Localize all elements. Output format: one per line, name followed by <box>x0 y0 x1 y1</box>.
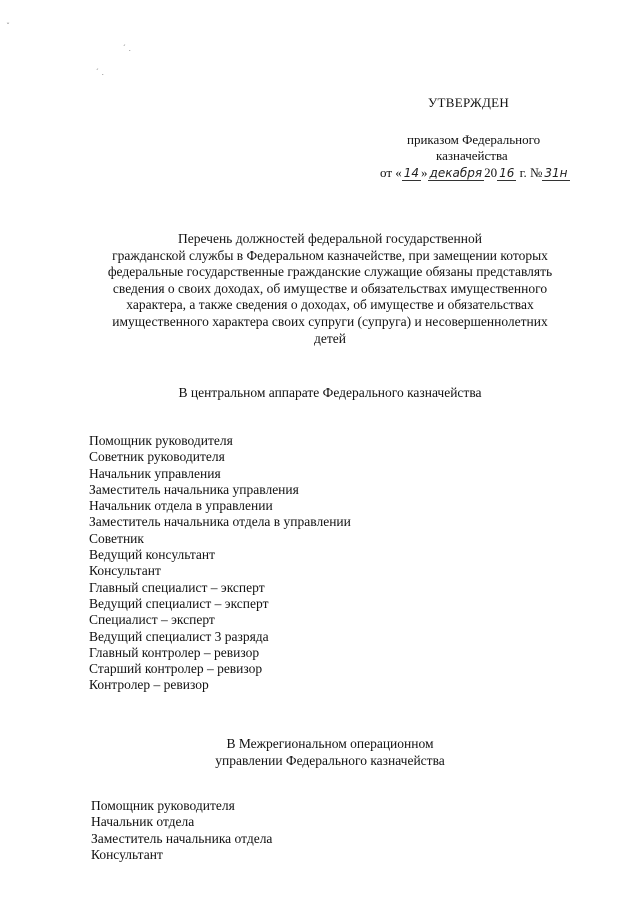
list-item: Советник руководителя <box>89 449 225 465</box>
handwritten-month: декабря <box>429 166 483 180</box>
list-item: Помощник руководителя <box>89 433 233 448</box>
order-date-number-line <box>380 165 570 181</box>
list-item: Начальник отдела в управлении <box>89 498 273 514</box>
order-line-1: приказом Федерального <box>407 132 541 147</box>
title-line: сведения о своих доходах, об имуществе и обязательствах имущественного <box>112 280 548 296</box>
list-item: Заместитель начальника отдела в управлении <box>89 514 351 530</box>
year-prefix: 20 <box>484 165 498 180</box>
list-item: Начальник отдела <box>91 814 195 830</box>
title-line: федеральные государственные гражданские служащие обязаны представлять <box>107 264 553 280</box>
title-line: детей <box>314 330 346 346</box>
title-line: Перечень должностей федеральной государственной <box>178 231 482 246</box>
list-item: Ведущий консультант <box>89 547 216 563</box>
list-item: Ведущий специалист – эксперт <box>89 595 269 611</box>
year-abbrev: г. <box>519 165 527 180</box>
title-line: гражданской службы в Федеральном казначействе, при замещении которых <box>112 247 548 263</box>
list-item: Начальник управления <box>89 465 221 481</box>
list-item: Специалист – эксперт <box>89 612 215 628</box>
list-item: Консультант <box>91 846 163 862</box>
list-item: Контролер – ревизор <box>89 677 209 693</box>
scan-speck: ΄ . <box>122 44 132 53</box>
handwritten-year: 16 <box>499 166 515 180</box>
scan-speck: ˇ <box>6 22 10 31</box>
list-item: Старший контролер – ревизор <box>89 661 263 677</box>
list-item: Советник <box>89 530 144 546</box>
title-line: характера, а также сведения о доходах, об имуществе и обязательствах <box>126 297 534 313</box>
list-item: Консультант <box>89 563 161 579</box>
approval-title: УТВЕРЖДЕН <box>428 95 510 110</box>
list-item: Заместитель начальника управления <box>89 481 299 497</box>
list-item: Помощник руководителя <box>91 798 235 813</box>
quote-close: » <box>421 165 428 180</box>
list-item: Главный специалист – эксперт <box>89 579 265 595</box>
handwritten-order-number: 31н <box>544 166 568 180</box>
heading-line: В Межрегиональном операционном <box>226 736 434 751</box>
section-heading-central: В центральном аппарате Федерального казначейства <box>178 385 482 400</box>
interregional-positions-list <box>91 798 272 863</box>
number-sign: № <box>529 165 543 180</box>
list-item: Ведущий специалист 3 разряда <box>89 628 269 644</box>
list-item: Заместитель начальника отдела <box>91 830 273 846</box>
document-title <box>80 231 580 347</box>
scan-speck: ΄ . <box>95 68 105 77</box>
handwritten-day: 14 <box>403 166 420 180</box>
list-item: Главный контролер – ревизор <box>89 644 260 660</box>
section-heading-interregional <box>180 735 480 769</box>
order-from-label: от « <box>380 165 402 180</box>
central-positions-list <box>89 433 351 694</box>
title-line: имущественного характера своих супруги (супруга) и несовершеннолетних <box>112 313 548 329</box>
heading-line: управлении Федерального казначейства <box>215 753 445 768</box>
order-line-2: казначейства <box>436 148 508 163</box>
